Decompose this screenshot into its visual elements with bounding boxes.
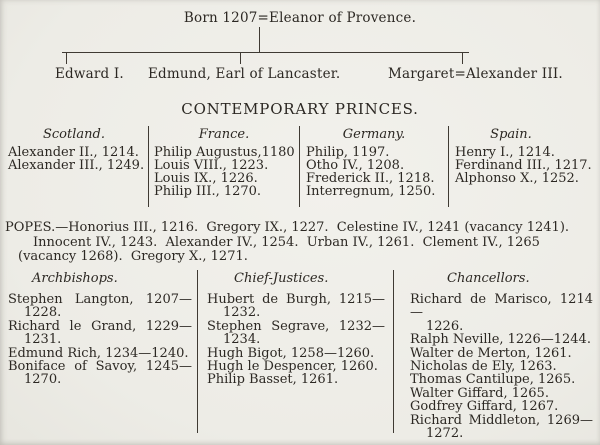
ruler-entry: Henry I., 1214. (455, 145, 555, 160)
ruler-entry: Louis IX., 1226. (154, 171, 258, 186)
ruler-entry: Ferdinand III., 1217. (455, 158, 592, 173)
column-chancellors-rows (410, 293, 593, 440)
column-divider (197, 270, 198, 433)
official-entry: Edmund Rich, 1234—1240. (8, 345, 189, 361)
column-divider (448, 126, 449, 207)
official-entry-continuation: 1232. (223, 305, 261, 321)
ruler-entry: Alphonso X., 1252. (455, 171, 579, 186)
column-scotland-rows (8, 146, 144, 172)
ruler-entry: Philip, 1197. (306, 145, 390, 160)
official-entry: Nicholas de Ely, 1263. (410, 359, 557, 375)
official-entry: Boniface of Savoy, 1245— (8, 359, 192, 375)
official-entry: Richard le Grand, 1229— (8, 318, 192, 334)
tree-child-edward: Edward I. (55, 66, 124, 82)
official-entry: Hugh le Despencer, 1260. (207, 359, 378, 375)
tree-tick-middle (240, 52, 241, 64)
column-archbishops-rows (8, 293, 192, 387)
official-entry-continuation: 1231. (24, 332, 62, 348)
popes-line: (vacancy 1268). Gregory X., 1271. (18, 249, 248, 265)
popes-paragraph (0, 221, 600, 265)
column-chief-justices-rows (207, 293, 385, 387)
column-header-germany: Germany. (342, 127, 406, 142)
tree-child-edmund: Edmund, Earl of Lancaster. (148, 66, 341, 82)
column-header-scotland: Scotland. (43, 127, 105, 142)
popes-line: Innocent IV., 1243. Alexander IV., 1254. Urban IV., 1261. Clement IV., 1265 (33, 234, 540, 250)
popes-line: POPES.—Honorius III., 1216. Gregory IX., 1227. Celestine IV., 1241 (vacancy 1241). (5, 220, 570, 235)
ruler-entry: Louis VIII., 1223. (154, 158, 269, 173)
tree-child-margaret: Margaret=Alexander III. (388, 66, 563, 82)
ruler-entry: Alexander II., 1214. (8, 145, 139, 160)
column-divider (148, 126, 149, 207)
column-header-chief-justices: Chief-Justices. (234, 271, 329, 286)
ruler-entry: Alexander III., 1249. (8, 158, 145, 173)
official-entry: Richard de Marisco, 1214— (410, 292, 593, 321)
official-entry: Stephen Langton, 1207— (8, 292, 192, 307)
official-entry: Walter de Merton, 1261. (410, 345, 572, 361)
column-divider (299, 126, 300, 207)
tree-stem-line (259, 27, 260, 52)
official-entry: Hugh Bigot, 1258—1260. (207, 345, 375, 361)
official-entry: Walter Giffard, 1265. (410, 385, 549, 401)
official-entry-continuation: 1226. (426, 318, 464, 334)
ruler-entry: Philip III., 1270. (154, 184, 262, 199)
ruler-entry: Interregnum, 1250. (306, 184, 436, 199)
column-header-chancellors: Chancellors. (447, 271, 530, 286)
official-entry: Thomas Cantilupe, 1265. (410, 372, 576, 388)
tree-tick-right (462, 52, 463, 64)
column-spain-rows (455, 146, 592, 185)
column-germany-rows (306, 146, 435, 198)
official-entry: Hubert de Burgh, 1215— (207, 292, 385, 307)
ruler-entry: Philip Augustus,1180 (154, 145, 295, 160)
column-header-france: France. (198, 127, 250, 142)
column-header-spain: Spain. (490, 127, 532, 142)
tree-tick-left (66, 52, 67, 64)
official-entry-continuation: 1234. (223, 332, 261, 348)
official-entry: Richard Middleton, 1269— (410, 412, 593, 428)
section-title: CONTEMPORARY PRINCES. (181, 100, 419, 118)
official-entry: Godfrey Giffard, 1267. (410, 399, 559, 415)
official-entry: Philip Basset, 1261. (207, 372, 339, 388)
official-entry-continuation: 1228. (24, 305, 62, 321)
column-divider (393, 270, 394, 433)
tree-root-label: Born 1207=Eleanor of Provence. (183, 10, 417, 26)
column-header-archbishops: Archbishops. (32, 271, 118, 286)
tree-branch-line (62, 52, 469, 53)
column-france-rows (154, 146, 295, 198)
official-entry-continuation: 1272. (426, 426, 464, 442)
official-entry: Stephen Segrave, 1232— (207, 318, 385, 334)
ruler-entry: Otho IV., 1208. (306, 158, 405, 173)
official-entry-continuation: 1270. (24, 372, 62, 388)
official-entry: Ralph Neville, 1226—1244. (410, 332, 591, 348)
ruler-entry: Frederick II., 1218. (306, 171, 435, 186)
